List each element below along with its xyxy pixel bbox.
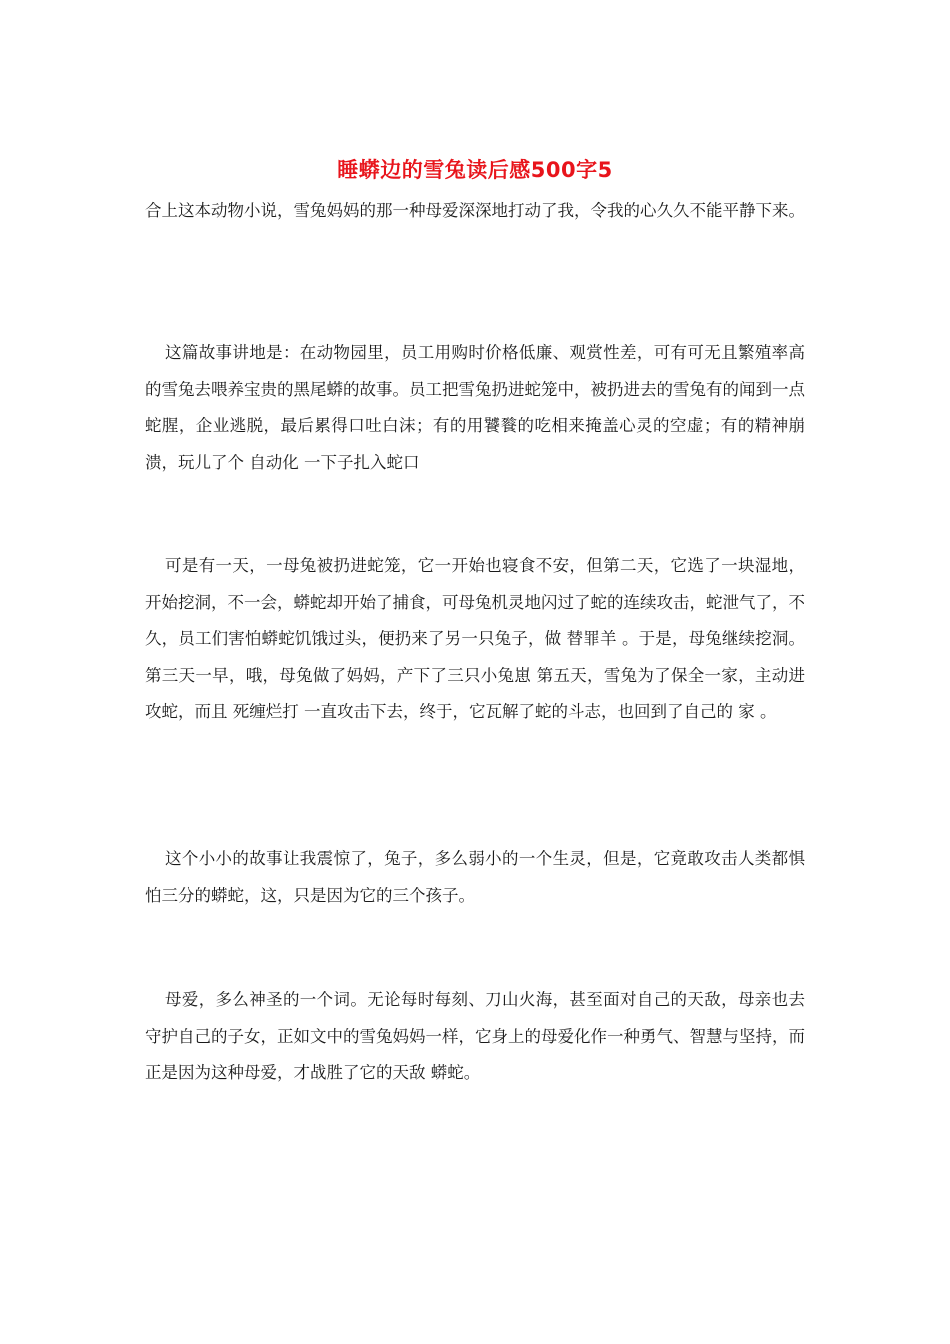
document-title: 睡蟒边的雪兔读后感500字5 [337,158,613,182]
paragraph-conclusion: 母爱，多么神圣的一个词。无论每时每刻、刀山火海，甚至面对自己的天敌，母亲也去守护自己的子女，正如文中的雪兔妈妈一样，它身上的母爱化作一种勇气、智慧与坚持，而正是因为这种母爱，才战胜了它的天敌 蟒蛇。 [145,990,805,1082]
paragraph-mother-rabbit: 可是有一天，一母兔被扔进蛇笼，它一开始也寝食不安，但第二天，它选了一块湿地，开始挖洞，不一会，蟒蛇却开始了捕食，可母兔机灵地闪过了蛇的连续攻击，蛇泄气了，不久，员工们害怕蟒蛇饥饿过头，便扔来了另一只兔子，做 替罪羊 。于是，母兔继续挖洞。第三天一早，哦，母兔做了妈妈，产下了三只小兔崽 第五天，雪兔为了保全一家，主动进攻蛇，而且 死缠烂打 一直攻击下去，终于，它瓦解了蛇的斗志，也回到了自己的 家 。 [145,556,805,721]
paragraph-reflection: 这个小小的故事让我震惊了，兔子，多么弱小的一个生灵，但是，它竟敢攻击人类都惧怕三分的蟒蛇，这，只是因为它的三个孩子。 [145,849,805,905]
paragraph-intro: 合上这本动物小说，雪兔妈妈的那一种母爱深深地打动了我，令我的心久久不能平静下来。 [145,201,805,220]
paragraph-story-summary: 这篇故事讲地是：在动物园里，员工用购时价格低廉、观赏性差，可有可无且繁殖率高的雪兔去喂养宝贵的黑尾蟒的故事。员工把雪兔扔进蛇笼中，被扔进去的雪兔有的闻到一点蛇腥，企业逃脱，最后累得口吐白沫；有的用饕餮的吃相来掩盖心灵的空虚；有的精神崩溃，玩儿了个 自动化 一下子扎入蛇口 [145,343,805,472]
